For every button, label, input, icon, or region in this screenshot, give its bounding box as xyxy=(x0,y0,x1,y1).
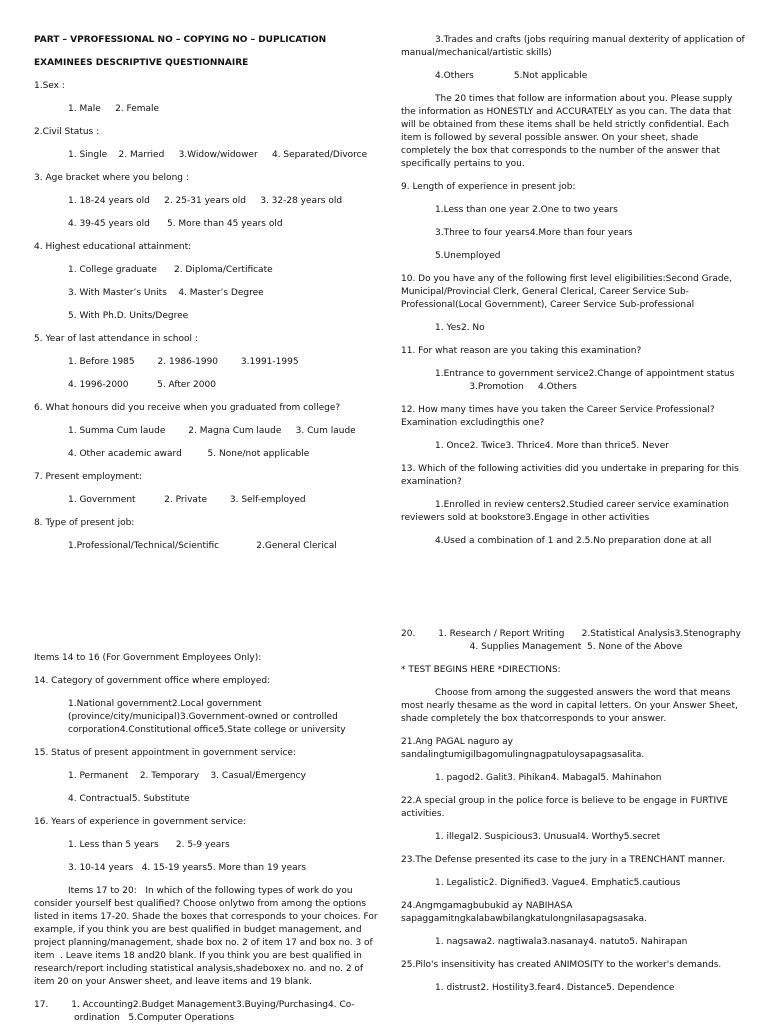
questionnaire-line: 1.Professional/Technical/Scientific 2.General Clerical xyxy=(68,541,337,551)
questionnaire-line: 16. Years of experience in government service: xyxy=(34,817,247,827)
questionnaire-line: 13. Which of the following activities did you undertake in preparing for this examination? xyxy=(401,464,742,487)
questionnaire-line: 20. 1. Research / Report Writing 2.Statistical Analysis3.Stenography 4. Supplies Management 5. None of the Above xyxy=(401,629,741,652)
questionnaire-line: 4.Used a combination of 1 and 2.5.No preparation done at all xyxy=(435,536,712,546)
questionnaire-line: 4. Other academic award 5. None/not applicable xyxy=(68,449,310,459)
questionnaire-line: 5. Year of last attendance in school : xyxy=(34,334,198,344)
left-top-column xyxy=(34,34,379,563)
questionnaire-line: 4. 39-45 years old 5. More than 45 years old xyxy=(68,219,283,229)
right-top-column xyxy=(401,34,746,558)
questionnaire-line: 1. 18-24 years old 2. 25-31 years old 3. 32-28 years old xyxy=(68,196,343,206)
questionnaire-line: 4.Others 5.Not applicable xyxy=(435,71,588,81)
questionnaire-line: Items 14 to 16 (For Government Employees Only): xyxy=(34,653,262,663)
questionnaire-line: 7. Present employment: xyxy=(34,472,142,482)
questionnaire-line: 22.A special group in the police force is believe to be engage in FURTIVE activities. xyxy=(401,796,731,819)
questionnaire-line: 3. With Master’s Units 4. Master’s Degree xyxy=(68,288,264,298)
questionnaire-line: The 20 times that follow are information about you. Please supply the information as HONESTLY and ACCURATELY as you can. The data that will be obtained from these items shall be held strictly confidential. Each item is followed by several possible answer. On your sheet, shade completely the box that corresponds to the number of the answer that specifically pertains to you. xyxy=(401,94,736,169)
questionnaire-line: 4. Highest educational attainment: xyxy=(34,242,192,252)
questionnaire-line: 1. distrust2. Hostility3.fear4. Distance5. Dependence xyxy=(435,983,675,993)
questionnaire-line: 3.Trades and crafts (jobs requiring manual dexterity of application of manual/mechanical/artistic skills) xyxy=(401,35,748,58)
questionnaire-line: 4. 1996-2000 5. After 2000 xyxy=(68,380,216,390)
questionnaire-line: 6. What honours did you receive when you graduated from college? xyxy=(34,403,341,413)
questionnaire-line: Items 17 to 20: In which of the following types of work do you consider yourself best qualified? Choose onlytwo from among the options listed in items 17-20. Shade the boxes that corresponds to your choices. For example, if you think you are best qualified in budget management, and project planning/management, shade box no. 2 of item 17 and box no. 3 of item . Leave items 18 and20 blank. If you think you are best qualified in research/report including statistical analysis,shadeboxex no. and no. 2 of item 20 on your Answer sheet, and leave items and 19 blank. xyxy=(34,886,381,987)
questionnaire-line: 3. Age bracket where you belong : xyxy=(34,173,189,183)
questionnaire-line: PART – VPROFESSIONAL NO – COPYING NO – DUPLICATION xyxy=(34,35,327,45)
questionnaire-line: 1.Less than one year 2.One to two years xyxy=(435,205,618,215)
questionnaire-line: 11. For what reason are you taking this examination? xyxy=(401,346,642,356)
questionnaire-line: 10. Do you have any of the following first level eligibilities:Second Grade, Municipal/Provincial Clerk, General Clerical, Career Service Sub-Professional(Local Government), Career Service Sub-professional xyxy=(401,274,735,310)
questionnaire-line: 1.Enrolled in review centers2.Studied career service examination reviewers sold at bookstore3.Engage in other activities xyxy=(401,500,732,523)
questionnaire-line: * TEST BEGINS HERE *DIRECTIONS: xyxy=(401,665,561,675)
left-bottom-column xyxy=(34,652,379,1035)
right-bottom-column xyxy=(401,628,746,1005)
questionnaire-line: 1. Summa Cum laude 2. Magna Cum laude 3. Cum laude xyxy=(68,426,356,436)
questionnaire-line: 1. College graduate 2. Diploma/Certificate xyxy=(68,265,273,275)
questionnaire-line: 8. Type of present job: xyxy=(34,518,135,528)
questionnaire-line: 24.Angmgamagbubukid ay NABIHASA sapaggamitngkalabawbilangkatulongnilasapagsasaka. xyxy=(401,901,647,924)
questionnaire-line: 25.Pilo's insensitivity has created ANIMOSITY to the worker's demands. xyxy=(401,960,722,970)
questionnaire-line: 21.Ang PAGAL naguro ay sandalingtumigilbagomulingnagpatuloysapagsasalita. xyxy=(401,737,645,760)
questionnaire-line: 3.Three to four years4.More than four years xyxy=(435,228,633,238)
questionnaire-line: 15. Status of present appointment in government service: xyxy=(34,748,296,758)
questionnaire-line: 12. How many times have you taken the Career Service Professional? Examination excludingthis one? xyxy=(401,405,718,428)
questionnaire-line: 1. Single 2. Married 3.Widow/widower 4. Separated/Divorce xyxy=(68,150,368,160)
questionnaire-line: 1. Legalistic2. Dignified3. Vague4. Emphatic5.cautious xyxy=(435,878,681,888)
questionnaire-line: Choose from among the suggested answers the word that means most nearly thesame as the word in capital letters. On your Answer Sheet, shade completely the box thatcorresponds to your answer. xyxy=(401,688,741,724)
questionnaire-line: 14. Category of government office where employed: xyxy=(34,676,271,686)
questionnaire-line: 1. Government 2. Private 3. Self-employed xyxy=(68,495,306,505)
questionnaire-line: 1. illegal2. Suspicious3. Unusual4. Worthy5.secret xyxy=(435,832,661,842)
questionnaire-line: 1.Entrance to government service2.Change of appointment status 3.Promotion 4.Others xyxy=(435,369,735,392)
questionnaire-line: 5.Unemployed xyxy=(435,251,501,261)
questionnaire-line: 1. Before 1985 2. 1986-1990 3.1991-1995 xyxy=(68,357,299,367)
questionnaire-line: 2.Civil Status : xyxy=(34,127,100,137)
questionnaire-line: 1. nagsawa2. nagtiwala3.nasanay4. natuto5. Nahirapan xyxy=(435,937,688,947)
questionnaire-line: 1.Sex : xyxy=(34,81,65,91)
questionnaire-line: 9. Length of experience in present job: xyxy=(401,182,576,192)
questionnaire-line: 23.The Defense presented its case to the jury in a TRENCHANT manner. xyxy=(401,855,725,865)
questionnaire-line: 1. Yes2. No xyxy=(435,323,485,333)
questionnaire-line: 1. Less than 5 years 2. 5-9 years xyxy=(68,840,230,850)
questionnaire-line: EXAMINEES DESCRIPTIVE QUESTIONNAIRE xyxy=(34,58,249,68)
questionnaire-line: 4. Contractual5. Substitute xyxy=(68,794,190,804)
questionnaire-line: 1. Permanent 2. Temporary 3. Casual/Emergency xyxy=(68,771,306,781)
questionnaire-line: 1. pagod2. Galit3. Pihikan4. Mabagal5. Mahinahon xyxy=(435,773,662,783)
questionnaire-line: 1.National government2.Local government (province/city/municipal)3.Government-owned or controlled corporation4.Constitutional office5.State college or university xyxy=(68,699,346,735)
questionnaire-line: 1. Male 2. Female xyxy=(68,104,160,114)
questionnaire-line: 1. Once2. Twice3. Thrice4. More than thrice5. Never xyxy=(435,441,669,451)
questionnaire-line: 3. 10-14 years 4. 15-19 years5. More than 19 years xyxy=(68,863,307,873)
questionnaire-line: 17. 1. Accounting2.Budget Management3.Buying/Purchasing4. Co- ordination 5.Computer Operations xyxy=(34,1000,355,1023)
questionnaire-line: 5. With Ph.D. Units/Degree xyxy=(68,311,189,321)
